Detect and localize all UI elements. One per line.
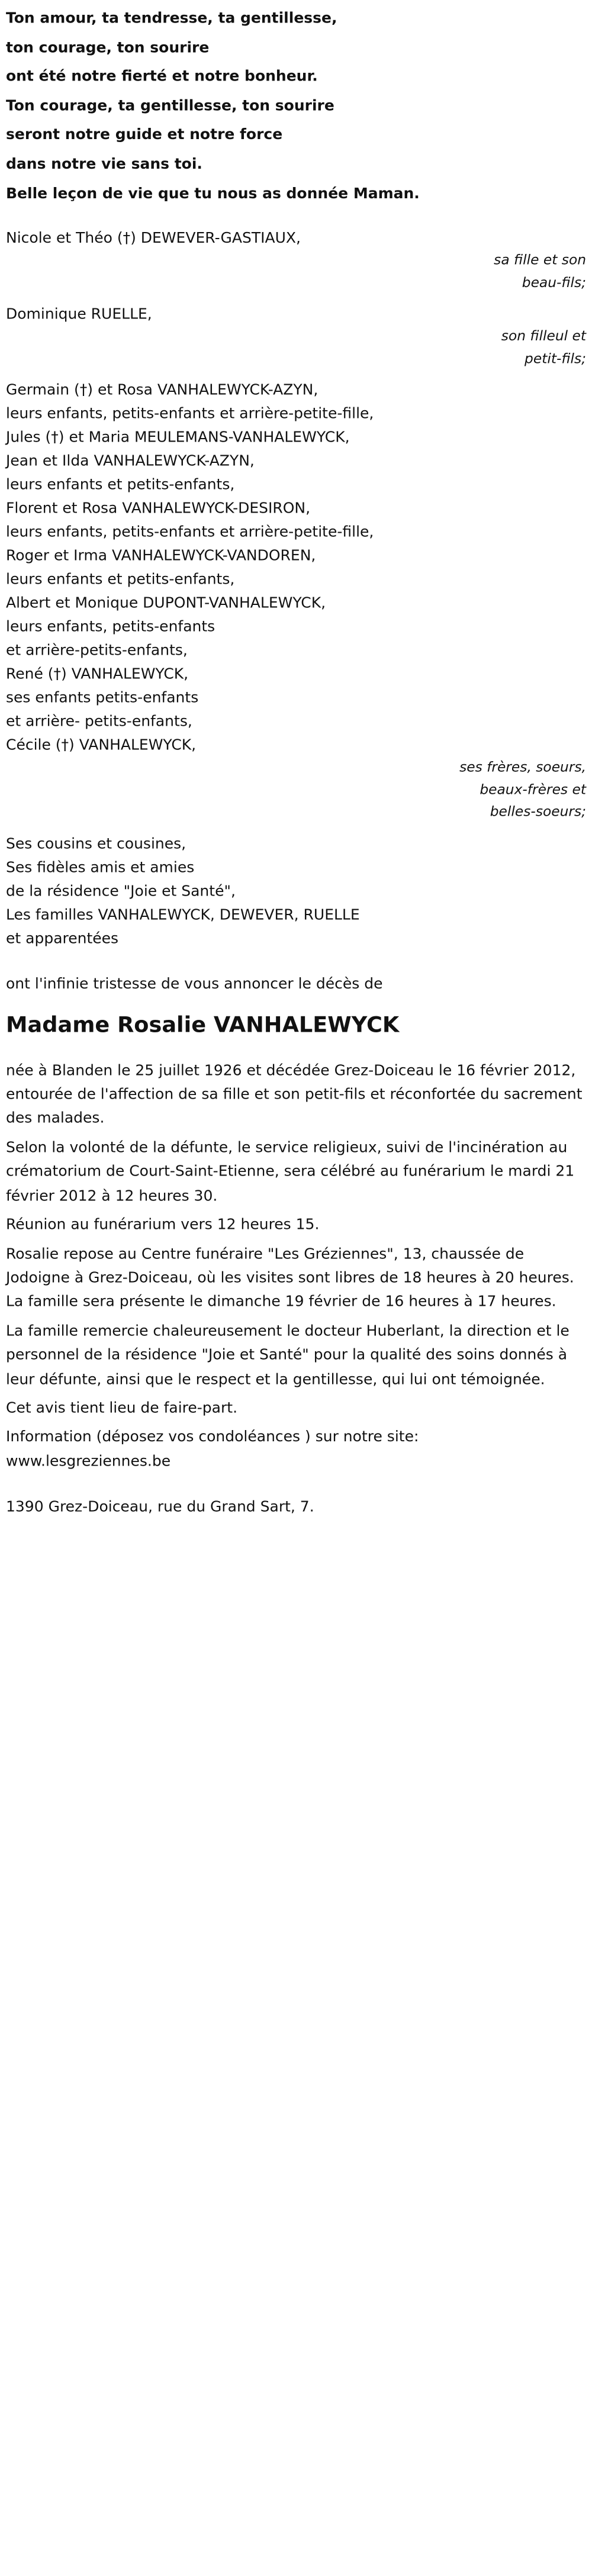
details-paragraph: Selon la volonté de la défunte, le service religieux, suivi de l'incinération au crématorium de Court-Saint-Etienne, sera célébré au funérarium le mardi 21 février 2012 à 12 heures 30. xyxy=(6,1138,575,1205)
sibling-line: Jean et Ilda VANHALEWYCK-AZYN, xyxy=(6,452,255,470)
poem-line: Ton amour, ta tendresse, ta gentillesse, xyxy=(6,9,337,27)
sibling-line: leurs enfants, petits-enfants et arrière-petite-fille, xyxy=(6,404,374,423)
poem xyxy=(6,4,586,208)
sibling-line: Cécile (†) VANHALEWYCK, xyxy=(6,736,197,754)
daughter-name: Nicole et Théo (†) DEWEVER-GASTIAUX, xyxy=(6,228,301,247)
details-paragraph: née à Blanden le 25 juillet 1926 et décédée Grez-Doiceau le 16 février 2012, entourée de l'affection de sa fille et son petit-fils et réconfortée du sacrement des malades. xyxy=(6,1061,583,1128)
grandson-relation xyxy=(6,326,586,370)
details xyxy=(6,1058,586,1473)
sibling-line: Florent et Rosa VANHALEWYCK-DESIRON, xyxy=(6,499,311,517)
relation-line: sa fille et son xyxy=(494,252,587,269)
sibling-line: Germain (†) et Rosa VANHALEWYCK-AZYN, xyxy=(6,381,318,399)
details-paragraph: Réunion au funérarium vers 12 heures 15. xyxy=(6,1215,320,1234)
relation-line: beaux-frères et xyxy=(480,782,587,798)
sibling-line: René (†) VANHALEWYCK, xyxy=(6,665,189,683)
other-line: et apparentées xyxy=(6,929,119,947)
sibling-line: Albert et Monique DUPONT-VANHALEWYCK, xyxy=(6,594,326,612)
sibling-line: et arrière-petits-enfants, xyxy=(6,641,188,659)
family-grandson xyxy=(6,302,586,370)
relation-line: ses frères, soeurs, xyxy=(459,759,587,776)
family-daughter xyxy=(6,226,586,294)
details-paragraph: Rosalie repose au Centre funéraire "Les Gréziennes", 13, chaussée de Jodoigne à Grez-Doiceau, où les visites sont libres de 18 heures à 20 heures. La famille sera présente le dimanche 19 février de 16 heures à 17 heures. xyxy=(6,1244,574,1310)
sibling-line: leurs enfants et petits-enfants, xyxy=(6,570,235,588)
relation-line: son filleul et xyxy=(501,329,587,344)
poem-line: Belle leçon de vie que tu nous as donnée Maman. xyxy=(6,183,420,202)
sibling-line: Roger et Irma VANHALEWYCK-VANDOREN, xyxy=(6,546,316,565)
other-line: Ses fidèles amis et amies xyxy=(6,858,195,876)
info-text: Information (déposez vos condoléances ) sur notre site: xyxy=(6,1428,419,1446)
relation-line: petit-fils; xyxy=(525,350,587,367)
website-link[interactable]: www.lesgreziennes.be xyxy=(6,1451,171,1470)
sibling-line: et arrière- petits-enfants, xyxy=(6,712,192,730)
other-line: de la résidence "Joie et Santé", xyxy=(6,881,236,900)
grandson-name: Dominique RUELLE, xyxy=(6,305,152,323)
poem-line: ont été notre fierté et notre bonheur. xyxy=(6,67,318,85)
sibling-line: leurs enfants et petits-enfants, xyxy=(6,475,235,494)
sibling-line: leurs enfants, petits-enfants et arrière-petite-fille, xyxy=(6,523,374,541)
announcement: ont l'infinie tristesse de vous annoncer le décès de xyxy=(6,974,383,993)
deceased-name: Madame Rosalie VANHALEWYCK xyxy=(6,1013,400,1038)
relation-line: belles-soeurs; xyxy=(490,804,587,820)
sibling-line: leurs enfants, petits-enfants xyxy=(6,617,215,636)
sibling-line: Jules (†) et Maria MEULEMANS-VANHALEWYCK, xyxy=(6,428,350,446)
poem-line: dans notre vie sans toi. xyxy=(6,154,202,173)
relation-line: beau-fils; xyxy=(522,275,587,291)
poem-line: ton courage, ton sourire xyxy=(6,38,210,56)
family-siblings xyxy=(6,378,586,824)
daughter-relation xyxy=(6,250,586,294)
family-others xyxy=(6,831,586,949)
details-paragraph: Cet avis tient lieu de faire-part. xyxy=(6,1399,238,1417)
details-paragraph: La famille remercie chaleureusement le docteur Huberlant, la direction et le personnel de la résidence "Joie et Santé" pour la qualité des soins donnés à leur défunte, ainsi que le respect et la gentillesse, qui lui ont témoignée. xyxy=(6,1321,570,1388)
poem-line: seront notre guide et notre force xyxy=(6,125,283,144)
funeral-home-address: 1390 Grez-Doiceau, rue du Grand Sart, 7. xyxy=(6,1498,314,1516)
other-line: Les familles VANHALEWYCK, DEWEVER, RUELLE xyxy=(6,905,360,923)
poem-line: Ton courage, ta gentillesse, ton sourire xyxy=(6,96,334,114)
info-block xyxy=(6,1425,586,1473)
sibling-line: ses enfants petits-enfants xyxy=(6,688,199,707)
siblings-relation xyxy=(6,757,586,824)
other-line: Ses cousins et cousines, xyxy=(6,834,186,852)
